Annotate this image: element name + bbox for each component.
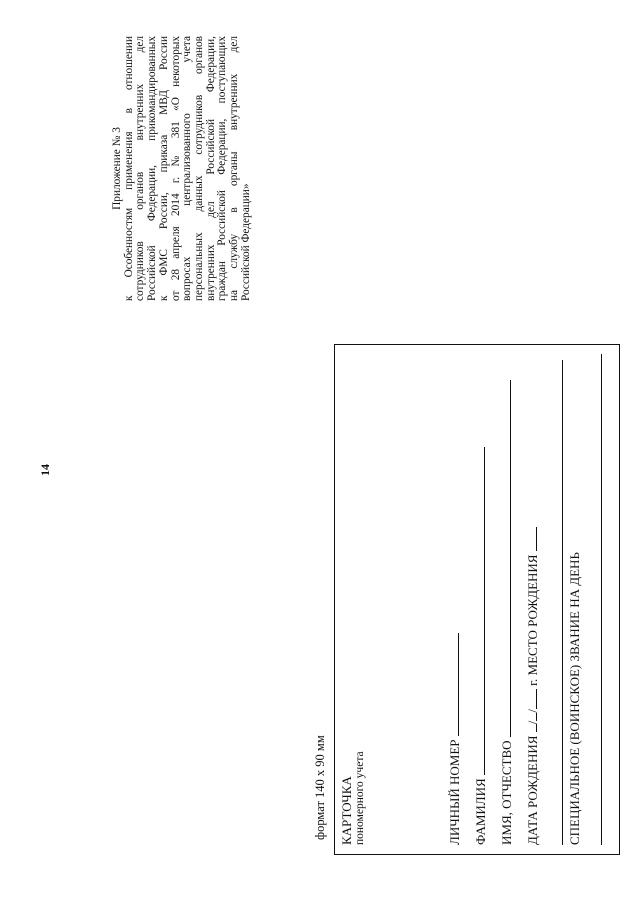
- surname-field: [472, 447, 489, 845]
- date-separator: /: [525, 720, 540, 725]
- appendix-body: [124, 36, 253, 301]
- appendix-line: к Особенностям применения в отношении: [122, 36, 135, 301]
- birth-place-continuation-line: [562, 360, 563, 845]
- birth-date-label: ДАТА РОЖДЕНИЯ: [525, 735, 540, 845]
- appendix-line: внутренних дел Российской Федерации,: [204, 36, 217, 301]
- birth-place-label: МЕСТО РОЖДЕНИЯ: [525, 554, 540, 676]
- appendix-line: от 28 апреля 2014 г. № 381 «О некоторых: [169, 36, 182, 301]
- name-field: [498, 380, 515, 845]
- birth-place-line: [524, 527, 537, 551]
- personal-number-line: [446, 633, 459, 736]
- appendix-line: персональных данных сотрудников органов: [192, 36, 205, 301]
- appendix-line: Российской Федерации»: [239, 183, 252, 301]
- surname-line: [472, 447, 485, 775]
- card-title: КАРТОЧКА: [339, 776, 354, 845]
- appendix-line: граждан Российской Федерации, поступающих: [216, 36, 229, 301]
- surname-label: ФАМИЛИЯ: [473, 778, 488, 845]
- birth-field: [524, 527, 541, 845]
- appendix-line: вопросах централизованного учета: [181, 36, 194, 301]
- rank-continuation-line: [601, 354, 602, 845]
- format-label: формат 140 х 90 мм: [313, 735, 327, 840]
- appendix-line: Российской Федерации, прикомандированных: [146, 36, 159, 301]
- rank-label: СПЕЦИАЛЬНОЕ (ВОИНСКОЕ) ЗВАНИЕ НА ДЕНЬ: [567, 552, 582, 845]
- card-subtitle: пономерного учета: [354, 751, 366, 845]
- appendix-line: сотрудников органов внутренних дел: [134, 36, 147, 301]
- page-number: 14: [38, 464, 52, 476]
- appendix-header: [112, 36, 252, 301]
- appendix-title: Приложение № 3: [111, 127, 123, 210]
- name-line: [498, 380, 511, 737]
- name-label: ИМЯ, ОТЧЕСТВО: [499, 740, 514, 845]
- personal-number-label: ЛИЧНЫЙ НОМЕР: [447, 739, 462, 845]
- date-blank-month: [524, 713, 537, 721]
- rank-field: [567, 552, 583, 845]
- personal-number-field: [446, 633, 463, 845]
- date-blank-year: [524, 689, 537, 709]
- date-separator: /: [525, 709, 540, 713]
- date-blank-day: [524, 724, 537, 732]
- registration-card: [334, 344, 620, 855]
- appendix-line: на службу в органы внутренних дел: [228, 36, 241, 301]
- appendix-line: к ФМС России, приказа МВД России: [157, 36, 170, 301]
- year-suffix: г.: [525, 678, 540, 686]
